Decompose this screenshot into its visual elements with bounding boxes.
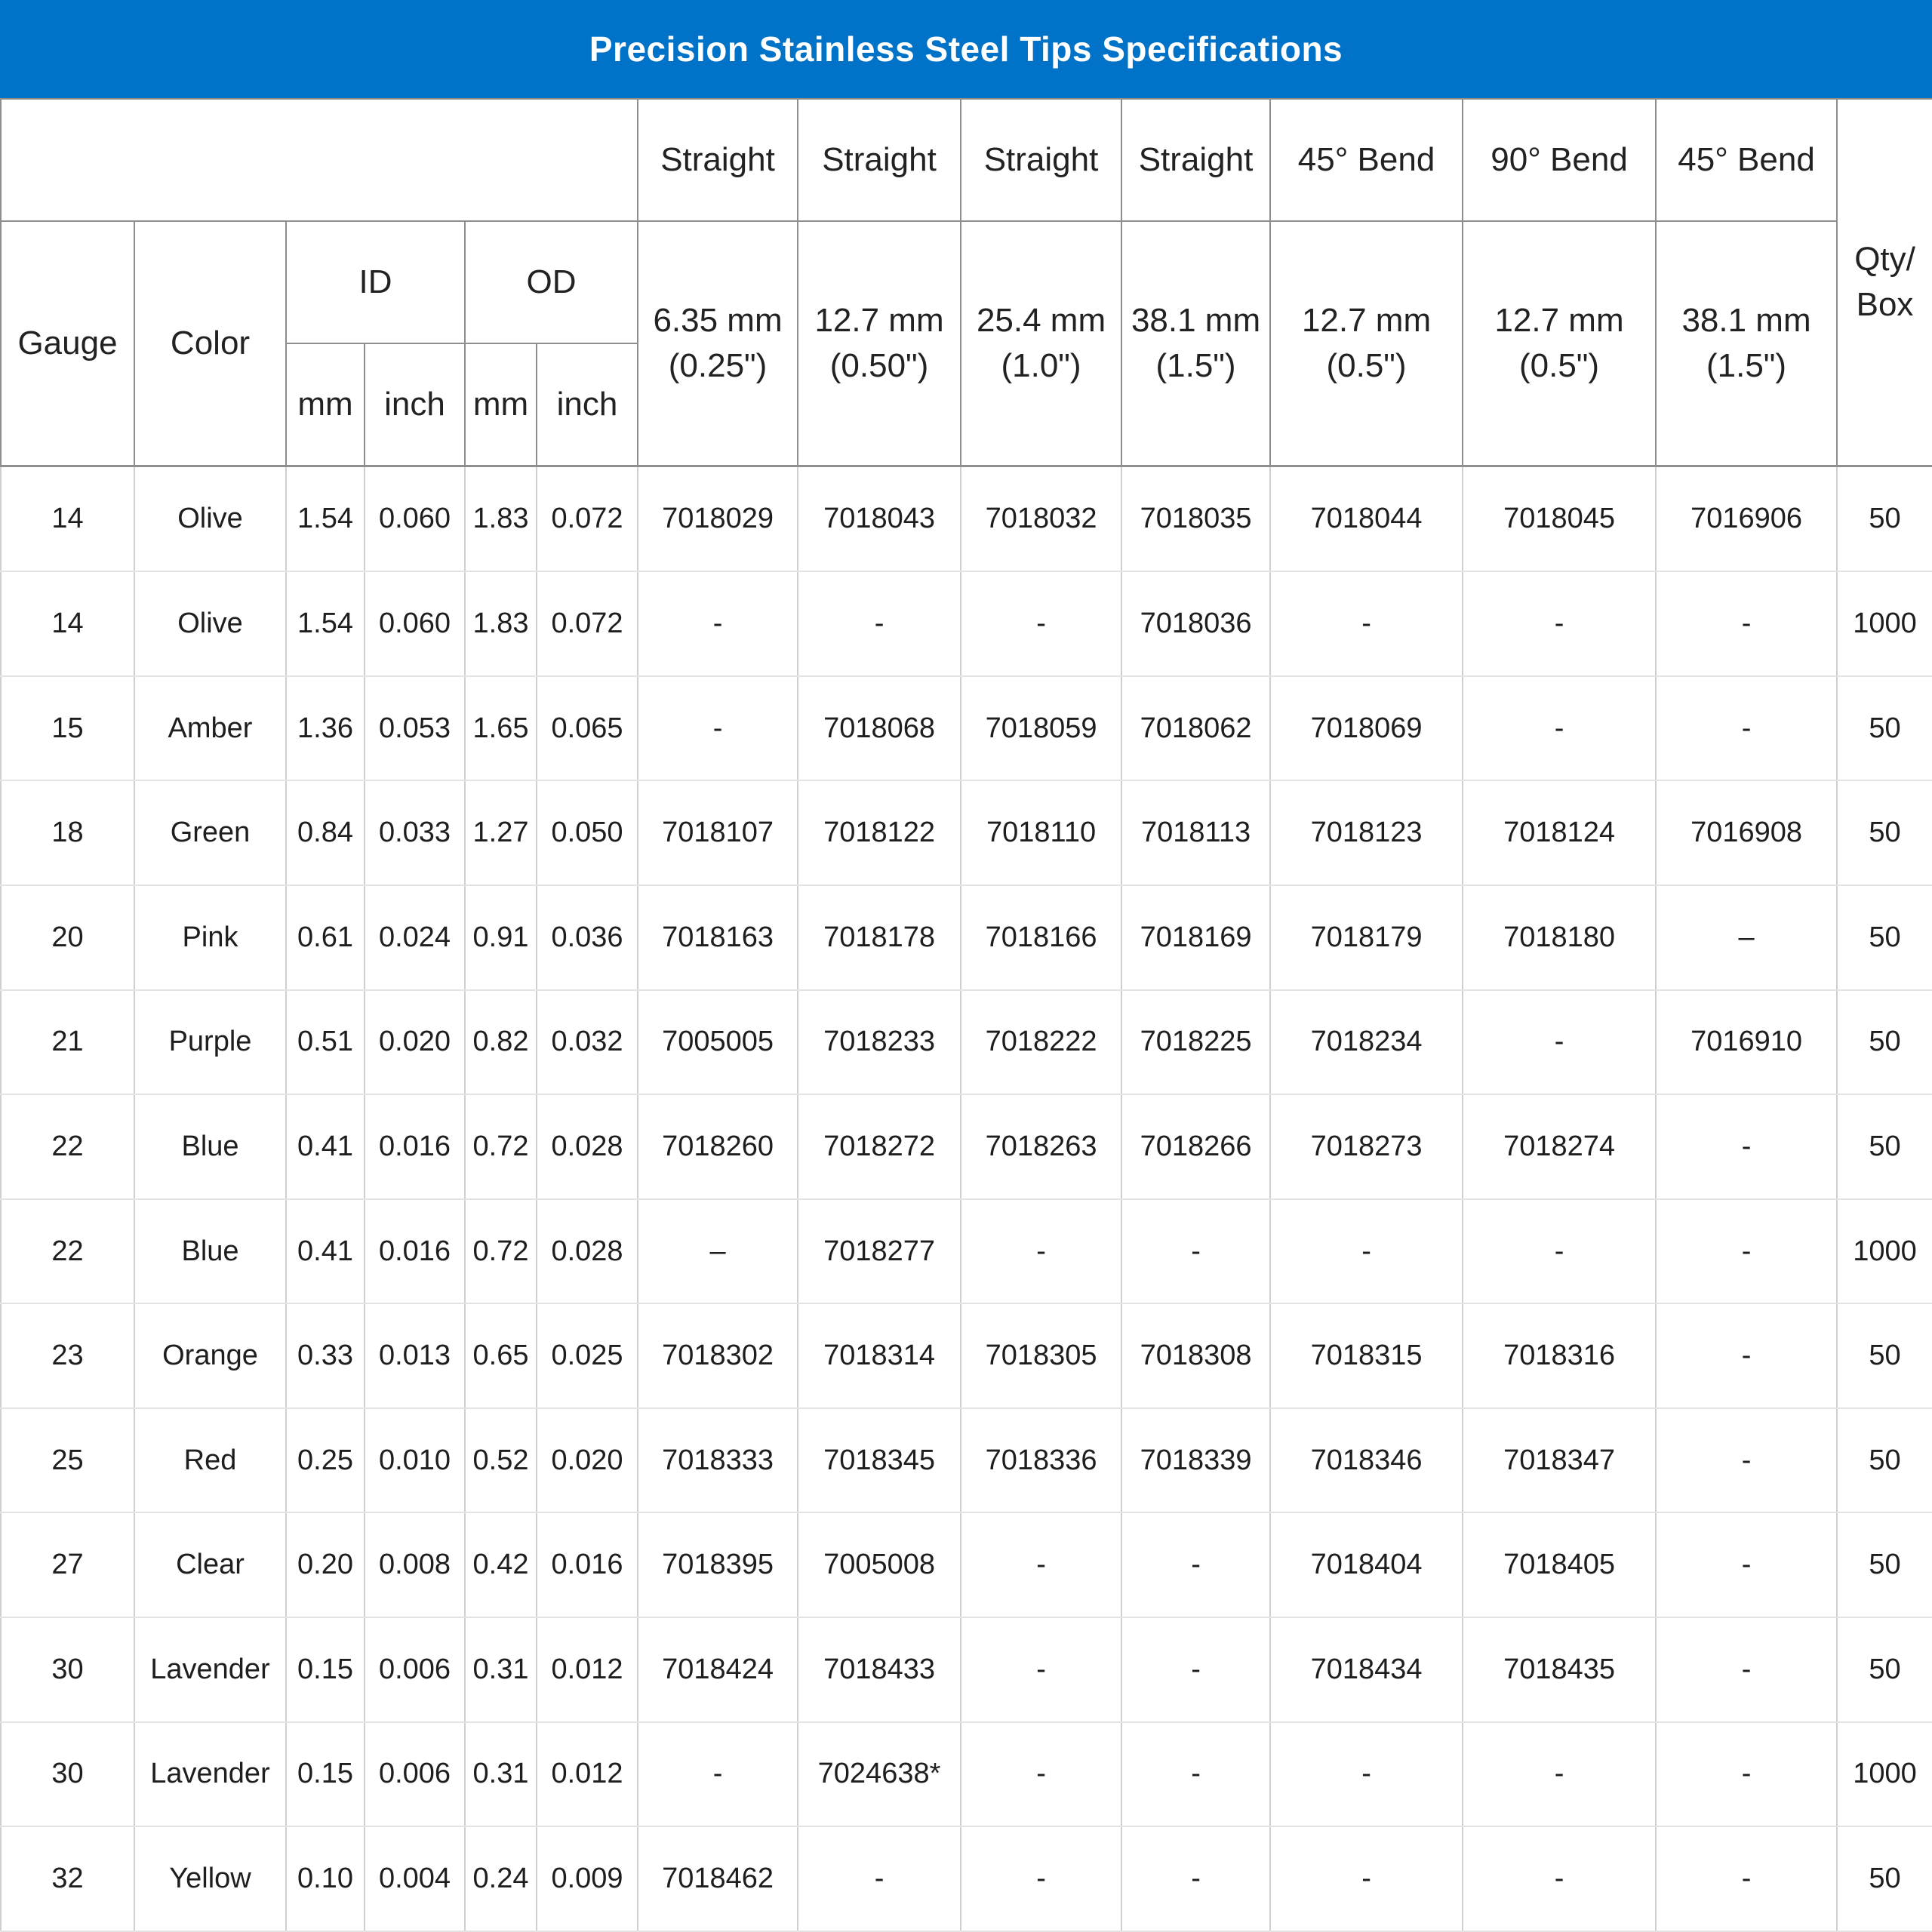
tip-size-header <box>798 221 961 466</box>
table-body <box>1 466 1932 1931</box>
part-number-cell: - <box>1463 1199 1656 1304</box>
id-inch-cell: 0.010 <box>365 1408 465 1513</box>
tip-size-header <box>1656 221 1837 466</box>
tip-size-inch: (0.25") <box>668 346 768 384</box>
part-number-cell: - <box>638 1722 798 1827</box>
color-cell: Clear <box>134 1512 286 1617</box>
part-number-cell: - <box>1656 1617 1837 1722</box>
tip-type-header: 45° Bend <box>1270 99 1463 221</box>
part-number-cell: 7018068 <box>798 676 961 781</box>
part-number-cell: 7024638* <box>798 1722 961 1827</box>
od-inch-cell: 0.025 <box>537 1303 638 1408</box>
od-mm-cell: 1.65 <box>465 676 537 781</box>
part-number-cell: 7018273 <box>1270 1094 1463 1199</box>
part-number-cell: 7018059 <box>961 676 1121 781</box>
gauge-cell: 27 <box>1 1512 134 1617</box>
id-inch-cell: 0.060 <box>365 571 465 676</box>
table-row <box>1 676 1932 781</box>
part-number-cell: 7018123 <box>1270 780 1463 885</box>
part-number-cell: - <box>1656 1408 1837 1513</box>
color-cell: Green <box>134 780 286 885</box>
od-inch-cell: 0.028 <box>537 1199 638 1304</box>
qty-header-line2: Box <box>1856 285 1914 323</box>
part-number-cell: - <box>961 1722 1121 1827</box>
qty-header-line1: Qty/ <box>1854 241 1915 278</box>
gauge-cell: 23 <box>1 1303 134 1408</box>
od-inch-header: inch <box>537 343 638 466</box>
part-number-cell: 7018122 <box>798 780 961 885</box>
id-mm-header: mm <box>286 343 365 466</box>
part-number-cell: 7018308 <box>1121 1303 1270 1408</box>
part-number-cell: 7018166 <box>961 885 1121 990</box>
part-number-cell: - <box>1463 990 1656 1095</box>
part-number-cell: 7018069 <box>1270 676 1463 781</box>
od-mm-cell: 0.91 <box>465 885 537 990</box>
od-mm-cell: 0.72 <box>465 1199 537 1304</box>
id-mm-cell: 1.36 <box>286 676 365 781</box>
part-number-cell: – <box>638 1199 798 1304</box>
id-mm-cell: 0.61 <box>286 885 365 990</box>
part-number-cell: 7018113 <box>1121 780 1270 885</box>
qty-cell: 50 <box>1837 780 1932 885</box>
id-inch-cell: 0.060 <box>365 466 465 571</box>
part-number-cell: 7018345 <box>798 1408 961 1513</box>
color-header: Color <box>134 221 286 466</box>
id-inch-cell: 0.024 <box>365 885 465 990</box>
gauge-cell: 14 <box>1 466 134 571</box>
part-number-cell: 7018339 <box>1121 1408 1270 1513</box>
table-row <box>1 1722 1932 1827</box>
od-inch-cell: 0.012 <box>537 1722 638 1827</box>
od-inch-cell: 0.012 <box>537 1617 638 1722</box>
gauge-cell: 25 <box>1 1408 134 1513</box>
part-number-cell: - <box>961 571 1121 676</box>
part-number-cell: 7018234 <box>1270 990 1463 1095</box>
id-inch-cell: 0.013 <box>365 1303 465 1408</box>
part-number-cell: 7018225 <box>1121 990 1270 1095</box>
color-cell: Pink <box>134 885 286 990</box>
part-number-cell: 7018107 <box>638 780 798 885</box>
qty-cell: 1000 <box>1837 1722 1932 1827</box>
part-number-cell: 7018277 <box>798 1199 961 1304</box>
part-number-cell: 7018045 <box>1463 466 1656 571</box>
part-number-cell: - <box>1121 1826 1270 1931</box>
part-number-cell: 7018260 <box>638 1094 798 1199</box>
part-number-cell: 7018029 <box>638 466 798 571</box>
part-number-cell: 7018333 <box>638 1408 798 1513</box>
part-number-cell: - <box>961 1617 1121 1722</box>
id-inch-cell: 0.016 <box>365 1199 465 1304</box>
part-number-cell: - <box>961 1826 1121 1931</box>
id-mm-cell: 0.25 <box>286 1408 365 1513</box>
part-number-cell: - <box>1656 676 1837 781</box>
gauge-cell: 15 <box>1 676 134 781</box>
part-number-cell: - <box>961 1512 1121 1617</box>
id-mm-cell: 0.51 <box>286 990 365 1095</box>
table-row <box>1 780 1932 885</box>
part-number-cell: - <box>1656 1199 1837 1304</box>
color-cell: Lavender <box>134 1617 286 1722</box>
specifications-table <box>0 98 1932 1932</box>
id-mm-cell: 0.41 <box>286 1094 365 1199</box>
qty-cell: 50 <box>1837 1512 1932 1617</box>
tip-size-mm: 12.7 mm <box>1301 302 1432 340</box>
part-number-cell: - <box>798 571 961 676</box>
tip-type-header: Straight <box>1121 99 1270 221</box>
od-mm-cell: 1.83 <box>465 466 537 571</box>
part-number-cell: - <box>1463 1826 1656 1931</box>
id-mm-cell: 0.20 <box>286 1512 365 1617</box>
gauge-cell: 32 <box>1 1826 134 1931</box>
tip-size-mm: 12.7 mm <box>1494 302 1624 340</box>
part-number-cell: 7018163 <box>638 885 798 990</box>
qty-cell: 50 <box>1837 990 1932 1095</box>
tip-size-mm: 38.1 mm <box>1131 302 1261 340</box>
part-number-cell: 7018315 <box>1270 1303 1463 1408</box>
part-number-cell: 7018044 <box>1270 466 1463 571</box>
qty-cell: 50 <box>1837 1408 1932 1513</box>
tip-size-inch: (1.5") <box>1706 346 1787 384</box>
tip-type-header: Straight <box>798 99 961 221</box>
part-number-cell: 7018314 <box>798 1303 961 1408</box>
tip-type-header: Straight <box>638 99 798 221</box>
part-number-cell: 7016906 <box>1656 466 1837 571</box>
od-inch-cell: 0.009 <box>537 1826 638 1931</box>
id-inch-cell: 0.004 <box>365 1826 465 1931</box>
gauge-cell: 21 <box>1 990 134 1095</box>
od-mm-cell: 0.42 <box>465 1512 537 1617</box>
od-mm-cell: 0.72 <box>465 1094 537 1199</box>
part-number-cell: - <box>1270 1199 1463 1304</box>
id-inch-cell: 0.006 <box>365 1617 465 1722</box>
tip-size-inch: (0.5") <box>1326 346 1407 384</box>
part-number-cell: 7018434 <box>1270 1617 1463 1722</box>
id-mm-cell: 0.15 <box>286 1617 365 1722</box>
od-inch-cell: 0.020 <box>537 1408 638 1513</box>
id-mm-cell: 0.10 <box>286 1826 365 1931</box>
part-number-cell: - <box>1656 1303 1837 1408</box>
part-number-cell: - <box>1463 571 1656 676</box>
tip-size-header <box>1270 221 1463 466</box>
table-row <box>1 885 1932 990</box>
part-number-cell: 7005008 <box>798 1512 961 1617</box>
od-inch-cell: 0.036 <box>537 885 638 990</box>
part-number-cell: - <box>1121 1199 1270 1304</box>
part-number-cell: - <box>961 1199 1121 1304</box>
gauge-cell: 14 <box>1 571 134 676</box>
color-cell: Red <box>134 1408 286 1513</box>
id-mm-cell: 0.41 <box>286 1199 365 1304</box>
od-inch-cell: 0.028 <box>537 1094 638 1199</box>
part-number-cell: 7016910 <box>1656 990 1837 1095</box>
part-number-cell: - <box>1270 1722 1463 1827</box>
id-mm-cell: 0.84 <box>286 780 365 885</box>
part-number-cell: 7018347 <box>1463 1408 1656 1513</box>
od-mm-cell: 0.52 <box>465 1408 537 1513</box>
od-header: OD <box>465 221 638 343</box>
table-row <box>1 1617 1932 1722</box>
part-number-cell: - <box>1121 1722 1270 1827</box>
part-number-cell: - <box>1463 676 1656 781</box>
id-header: ID <box>286 221 465 343</box>
gauge-cell: 22 <box>1 1094 134 1199</box>
table-row <box>1 1199 1932 1304</box>
gauge-cell: 30 <box>1 1617 134 1722</box>
part-number-cell: 7018336 <box>961 1408 1121 1513</box>
id-inch-cell: 0.016 <box>365 1094 465 1199</box>
part-number-cell: 7018222 <box>961 990 1121 1095</box>
tip-size-header <box>1121 221 1270 466</box>
part-number-cell: 7018179 <box>1270 885 1463 990</box>
part-number-cell: - <box>1656 1512 1837 1617</box>
part-number-cell: 7018302 <box>638 1303 798 1408</box>
part-number-cell: 7018032 <box>961 466 1121 571</box>
table-row <box>1 1408 1932 1513</box>
table-row <box>1 990 1932 1095</box>
part-number-cell: - <box>1121 1512 1270 1617</box>
part-number-cell: - <box>1656 1722 1837 1827</box>
qty-cell: 50 <box>1837 1617 1932 1722</box>
table-row <box>1 1826 1932 1931</box>
color-cell: Olive <box>134 571 286 676</box>
table-row <box>1 571 1932 676</box>
part-number-cell: 7018424 <box>638 1617 798 1722</box>
color-cell: Amber <box>134 676 286 781</box>
part-number-cell: 7018274 <box>1463 1094 1656 1199</box>
od-mm-cell: 0.31 <box>465 1617 537 1722</box>
od-inch-cell: 0.065 <box>537 676 638 781</box>
id-inch-cell: 0.053 <box>365 676 465 781</box>
qty-cell: 50 <box>1837 885 1932 990</box>
od-inch-cell: 0.032 <box>537 990 638 1095</box>
tip-size-header <box>961 221 1121 466</box>
color-cell: Purple <box>134 990 286 1095</box>
part-number-cell: 7018346 <box>1270 1408 1463 1513</box>
part-number-cell: - <box>1270 571 1463 676</box>
part-number-cell: 7018305 <box>961 1303 1121 1408</box>
tip-size-header <box>638 221 798 466</box>
table-row <box>1 1094 1932 1199</box>
part-number-cell: – <box>1656 885 1837 990</box>
tip-size-inch: (0.50") <box>829 346 929 384</box>
part-number-cell: 7018404 <box>1270 1512 1463 1617</box>
part-number-cell: - <box>638 571 798 676</box>
qty-cell: 1000 <box>1837 571 1932 676</box>
qty-cell: 1000 <box>1837 1199 1932 1304</box>
od-mm-cell: 0.31 <box>465 1722 537 1827</box>
part-number-cell: 7018036 <box>1121 571 1270 676</box>
gauge-cell: 30 <box>1 1722 134 1827</box>
color-cell: Olive <box>134 466 286 571</box>
part-number-cell: 7018405 <box>1463 1512 1656 1617</box>
gauge-cell: 22 <box>1 1199 134 1304</box>
gauge-header: Gauge <box>1 221 134 466</box>
table-row <box>1 1303 1932 1408</box>
gauge-cell: 18 <box>1 780 134 885</box>
part-number-cell: - <box>1656 1826 1837 1931</box>
table-row <box>1 466 1932 571</box>
tip-size-inch: (1.0") <box>1001 346 1081 384</box>
qty-cell: 50 <box>1837 466 1932 571</box>
part-number-cell: 7018435 <box>1463 1617 1656 1722</box>
color-cell: Lavender <box>134 1722 286 1827</box>
qty-cell: 50 <box>1837 1094 1932 1199</box>
tip-size-mm: 6.35 mm <box>653 302 783 340</box>
od-inch-cell: 0.072 <box>537 571 638 676</box>
tip-size-mm: 12.7 mm <box>814 302 944 340</box>
part-number-cell: 7018110 <box>961 780 1121 885</box>
id-inch-header: inch <box>365 343 465 466</box>
id-mm-cell: 1.54 <box>286 571 365 676</box>
part-number-cell: 7018180 <box>1463 885 1656 990</box>
part-number-cell: 7018433 <box>798 1617 961 1722</box>
part-number-cell: 7018462 <box>638 1826 798 1931</box>
part-number-cell: - <box>1463 1722 1656 1827</box>
qty-header <box>1837 99 1932 466</box>
od-mm-cell: 1.83 <box>465 571 537 676</box>
tip-size-inch: (0.5") <box>1518 346 1600 384</box>
od-inch-cell: 0.072 <box>537 466 638 571</box>
tip-size-mm: 25.4 mm <box>976 302 1106 340</box>
od-mm-cell: 0.65 <box>465 1303 537 1408</box>
tip-size-inch: (1.5") <box>1155 346 1236 384</box>
od-mm-header: mm <box>465 343 537 466</box>
tip-size-header <box>1463 221 1656 466</box>
part-number-cell: - <box>1656 571 1837 676</box>
part-number-cell: 7018124 <box>1463 780 1656 885</box>
part-number-cell: 7005005 <box>638 990 798 1095</box>
id-inch-cell: 0.033 <box>365 780 465 885</box>
part-number-cell: - <box>1121 1617 1270 1722</box>
tip-size-mm: 38.1 mm <box>1681 302 1811 340</box>
color-cell: Yellow <box>134 1826 286 1931</box>
part-number-cell: - <box>1270 1826 1463 1931</box>
tip-type-header: 90° Bend <box>1463 99 1656 221</box>
part-number-cell: 7018266 <box>1121 1094 1270 1199</box>
part-number-cell: 7018316 <box>1463 1303 1656 1408</box>
color-cell: Orange <box>134 1303 286 1408</box>
part-number-cell: 7016908 <box>1656 780 1837 885</box>
gauge-cell: 20 <box>1 885 134 990</box>
part-number-cell: 7018395 <box>638 1512 798 1617</box>
id-mm-cell: 0.15 <box>286 1722 365 1827</box>
od-mm-cell: 1.27 <box>465 780 537 885</box>
part-number-cell: 7018272 <box>798 1094 961 1199</box>
id-inch-cell: 0.006 <box>365 1722 465 1827</box>
table-row <box>1 1512 1932 1617</box>
od-inch-cell: 0.016 <box>537 1512 638 1617</box>
page-title: Precision Stainless Steel Tips Specifications <box>0 0 1932 98</box>
qty-cell: 50 <box>1837 1826 1932 1931</box>
color-cell: Blue <box>134 1199 286 1304</box>
qty-cell: 50 <box>1837 676 1932 781</box>
part-number-cell: 7018169 <box>1121 885 1270 990</box>
id-mm-cell: 1.54 <box>286 466 365 571</box>
part-number-cell: 7018035 <box>1121 466 1270 571</box>
od-inch-cell: 0.050 <box>537 780 638 885</box>
header-blank <box>1 99 638 221</box>
part-number-cell: 7018233 <box>798 990 961 1095</box>
part-number-cell: 7018043 <box>798 466 961 571</box>
part-number-cell: - <box>1656 1094 1837 1199</box>
part-number-cell: 7018178 <box>798 885 961 990</box>
id-inch-cell: 0.008 <box>365 1512 465 1617</box>
color-cell: Blue <box>134 1094 286 1199</box>
part-number-cell: 7018263 <box>961 1094 1121 1199</box>
od-mm-cell: 0.82 <box>465 990 537 1095</box>
od-mm-cell: 0.24 <box>465 1826 537 1931</box>
qty-cell: 50 <box>1837 1303 1932 1408</box>
part-number-cell: 7018062 <box>1121 676 1270 781</box>
tip-type-header: Straight <box>961 99 1121 221</box>
id-inch-cell: 0.020 <box>365 990 465 1095</box>
part-number-cell: - <box>798 1826 961 1931</box>
id-mm-cell: 0.33 <box>286 1303 365 1408</box>
tip-type-header: 45° Bend <box>1656 99 1837 221</box>
part-number-cell: - <box>638 676 798 781</box>
